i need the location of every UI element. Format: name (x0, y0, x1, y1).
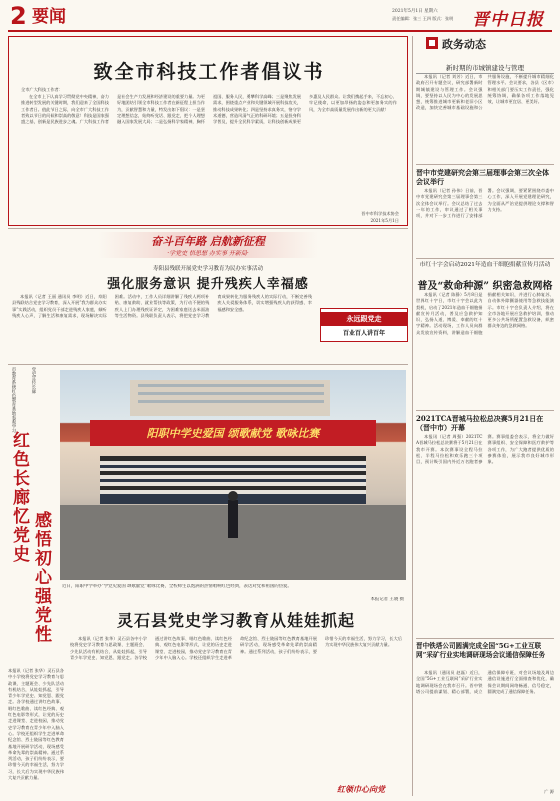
page-number: 2 (10, 2, 27, 30)
right-credit-tag: 广 源 (544, 789, 554, 794)
article-children-title: 灵石县党史学习教育从娃娃抓起 (116, 611, 355, 630)
article-service-title: 强化服务意识 提升残疾人幸福感 (107, 277, 309, 292)
vertical-heading-body (8, 668, 64, 796)
vertical-heading-line-2: 感悟初心强党性 (31, 511, 51, 644)
main-article-body: 在全市上下认真学习贯彻党中央精神，奋力推进转型发展的关键时期，我们迎来了全国科技工作者日。值此节日之际，向全市广大科技工作者致以节日的问候和崇高的敬意！科技是国家强盛之基，创新是民族进步之魂。广大科技工作者是社会生产力发展和经济建设的重要力量。为更好地团结引领全市科技工作者在新征程上担当作为，贡献智慧和力量，特发出如下倡议：一是坚定理想信念，始终听党话、跟党走，把个人理想融入国家发展大局；二是弘扬科学家精神，胸怀祖国、服务人民，勇攀科学高峰；三是聚焦发展需求，围绕重点产业和关键领域开展科技攻关，推动科技成果转化；四是坚持求真务实，恪守学术道德，营造风清气正的科研环境；五是投身科学普及，提升全民科学素质，让科技创新成果更多惠及人民群众。让我们携起手来，不忘初心、牢记使命，以更加昂扬的姿态和更加务实的作风，为全市高质量发展作出新的更大贡献！ (21, 94, 397, 125)
article-children (66, 606, 406, 796)
section-label-mark-inner (429, 40, 435, 46)
column-badge-sub: 百业百人讲百年 (342, 330, 385, 337)
vertical-heading-body-text: 本报讯（记者 张华）灵石县各中小学校将党史学习教育与思政课、主题班会、少先队活动有机结合，从娃娃抓起，引导青少年学党史、知党恩、跟党走。各学校通过讲红色故事、唱红色歌曲、读红色经典、观红色电影等形式，让党的历史走进课堂、走进校园，推动党史学习教育在青少年中入脑入心。学校还组织学生走进革命纪念馆、烈士陵园等红色教育基地开展研学活动，现场感受革命先辈的崇高精神。通过系列活动，孩子们纷纷表示，要珍惜今天的幸福生活，努力学习，长大后为实现中华民族伟大复兴贡献力量。 (8, 668, 64, 781)
right-body-2: 本报讯（记者 陈静）5月8日是世界红十字日，市红十字会以此为契机，启动了2021年造血干细胞捐献宣传月活动，普及应急救护知识，弘扬人道、博爱、奉献的红十字精神。活动现场，工作人员向群众发放宣传资料，讲解造血干细胞捐献相关知识，并进行心肺复苏、自动体外除颤器使用等急救技能演示。市红十字会负责人介绍，将在全市各地开展应急救护培训，推动更多公共场所配置急救设备，织密群众身边的急救网格。 (416, 292, 554, 335)
right-bottom-title: 晋中铁塔公司圆满完成全国“5G+工业互联网”采矿行业实地调研现场会议通信保障任务 (416, 642, 546, 659)
date-line: 2021年5月1日 星期六 (392, 9, 438, 14)
right-bottom-body: 本报讯（通讯员 赵磊）近日，全国“5G+工业互联网”采矿行业实地调研现场会在我市召开。晋中铁塔公司提前谋划、精心部署，成立通信保障专班，对会议场地及周边通信设施进行全面排查和优化，确保会议期间网络畅通、信号稳定，圆满完成了通信保障任务。 (416, 670, 554, 694)
right-body-3: 本报讯（记者 周强）2021TCA晋城马拉松总决赛将于5月21日在我市开赛。本次赛事设全程马拉松、半程马拉松和欢乐跑三个项目，预计吸引国内外近万名跑者参赛。赛事组委会表示，将全力做好赛事组织、安全保障和医疗救护等各项工作，为广大跑者提供优质的参赛体验，展示我市良好城市形象。 (416, 434, 554, 465)
photo-banner-text: 阳职中学史爱国 颂歌献党 歌咏比赛 (146, 427, 320, 440)
right-divider-3 (416, 410, 554, 411)
photo-caption: 近日，阳职中学举办“学党史爱国 颂歌献党”歌咏比赛，全校师生以饱满的热情唱响红色经典，表达对党和祖国的热爱。 (62, 584, 292, 589)
right-brief-body: 本报讯（记者 孙伟）日前，晋中市党建研究会第三届理事会第三次全体会议举行。会议总结了过去一年的工作，审议通过了相关事项，并对下一步工作进行了安排部署。会议强调，要紧紧围绕市委中心工作，深入开展党建理论研究，为全面从严治党提供理论支撑和智力支持。 (416, 188, 554, 219)
photo-scene (60, 370, 406, 580)
article-children-body: 本报讯（记者 张华）灵石县各中小学校将党史学习教育与思政课、主题班会、少先队活动有机结合，从娃娃抓起，引导青少年学党史、知党恩、跟党走。各学校通过讲红色故事、唱红色歌曲、读红色经典、观红色电影等形式，让党的历史走进课堂、走进校园，推动党史学习教育在青少年中入脑入心。学校还组织学生走进革命纪念馆、烈士陵园等红色教育基地开展研学活动，现场感受革命先辈的崇高精神。通过系列活动，孩子们纷纷表示，要珍惜今天的幸福生活，努力学习，长大后为实现中华民族伟大复兴贡献力量。 (70, 636, 402, 660)
section-label-block (416, 34, 554, 54)
right-kicker-2: 市红十字会启动2021年造血干细胞捐献宣传月活动 (419, 262, 551, 268)
vertical-caption-right: 党史宣传长廊 (31, 367, 36, 394)
main-article (8, 36, 408, 226)
right-divider-4 (416, 638, 554, 639)
conductor (228, 500, 238, 538)
column-banner (8, 230, 408, 260)
photo-credit: 本报记者 王晓 摄 (370, 597, 404, 602)
right-divider-1 (416, 164, 554, 165)
newspaper-logo: 晋中日报 (472, 10, 544, 30)
right-divider-2 (416, 258, 554, 259)
editor-line: 责任编辑：张三 王四 版式：张明 (392, 16, 454, 21)
left-divider-1 (8, 228, 408, 229)
right-title-2: 普及“救命种源” 织密急救网格 (417, 281, 553, 292)
vertical-caption-left: 市教育系统红色教育基地参观学习 (11, 367, 16, 433)
banner-subheadline: ·学党史 悟思想 办实事 开新局· (167, 250, 249, 257)
masthead (0, 0, 560, 30)
main-article-title: 致全市科技工作者倡议书 (93, 61, 325, 83)
article-service-kicker: 寿阳县残联开展党史学习教育为民办实事活动 (152, 266, 263, 272)
main-article-signature-org: 晋中市科学技术协会 (361, 211, 399, 216)
article-service (8, 262, 408, 362)
column-badge (320, 308, 408, 342)
main-article-salutation: 全市广大科技工作者： (21, 87, 63, 92)
right-brief-title: 晋中市党建研究会第三届理事会第三次全体会议举行 (416, 168, 549, 186)
column-tag-children: 红领巾心向党 (337, 784, 385, 794)
main-article-signature-date: 2021年5月1日 (370, 218, 399, 223)
section-name: 要闻 (32, 7, 66, 27)
section-label: 政务动态 (442, 38, 486, 51)
right-column (416, 34, 554, 798)
photo (60, 370, 406, 580)
article-service-body: 本报讯（记者 王丽 通讯员 李明）近日，寿阳县残联结合党史学习教育，深入开展“我为群众办实事”实践活动，组织党员干部走进残疾人家庭，倾听残疾人心声，了解生活和康复需求，现场解决实际困难。活动中，工作人员详细讲解了残疾人两项补贴、康复救助、就业帮扶等政策，为行动不便的残疾人上门办理残疾证评定，为困难家庭送去米面油等生活物资。县残联负责人表示，将把党史学习教育成果转化为服务残疾人的实际行动，不断完善残疾人关爱服务体系，切实增强残疾人的获得感、幸福感和安全感。 (12, 294, 312, 318)
column-badge-title: 永远跟党走 (321, 312, 407, 326)
vertical-heading-block (8, 365, 58, 665)
left-divider-2 (8, 364, 408, 365)
banner-headline: 奋斗百年路 启航新征程 (151, 235, 265, 248)
column-divider (412, 36, 413, 796)
right-sub-body: 本报讯（记者 刘芳）近日，市政府召开专题会议，研究部署新时期城镇建设与管理工作。会议强调，要坚持以人民为中心的发展思想，统筹推进城市更新和老旧小区改造，加快完善城市基础设施和公共服务设施，不断提升城市精细化管理水平。会议要求，各县（区市）和相关部门要压实工作责任，强化统筹协调，确保各项工作落地见效，让城市更宜居、更美好。 (416, 74, 554, 111)
right-sub-banner: 新时期的市城镇建设与管理 (416, 62, 554, 74)
right-brief-title-2: 2021TCA晋城马拉松总决赛5月21日在（晋中市）开幕 (416, 414, 544, 432)
masthead-rule (8, 30, 552, 32)
vertical-heading-line-1: 红色长廊忆党史 (9, 431, 29, 564)
